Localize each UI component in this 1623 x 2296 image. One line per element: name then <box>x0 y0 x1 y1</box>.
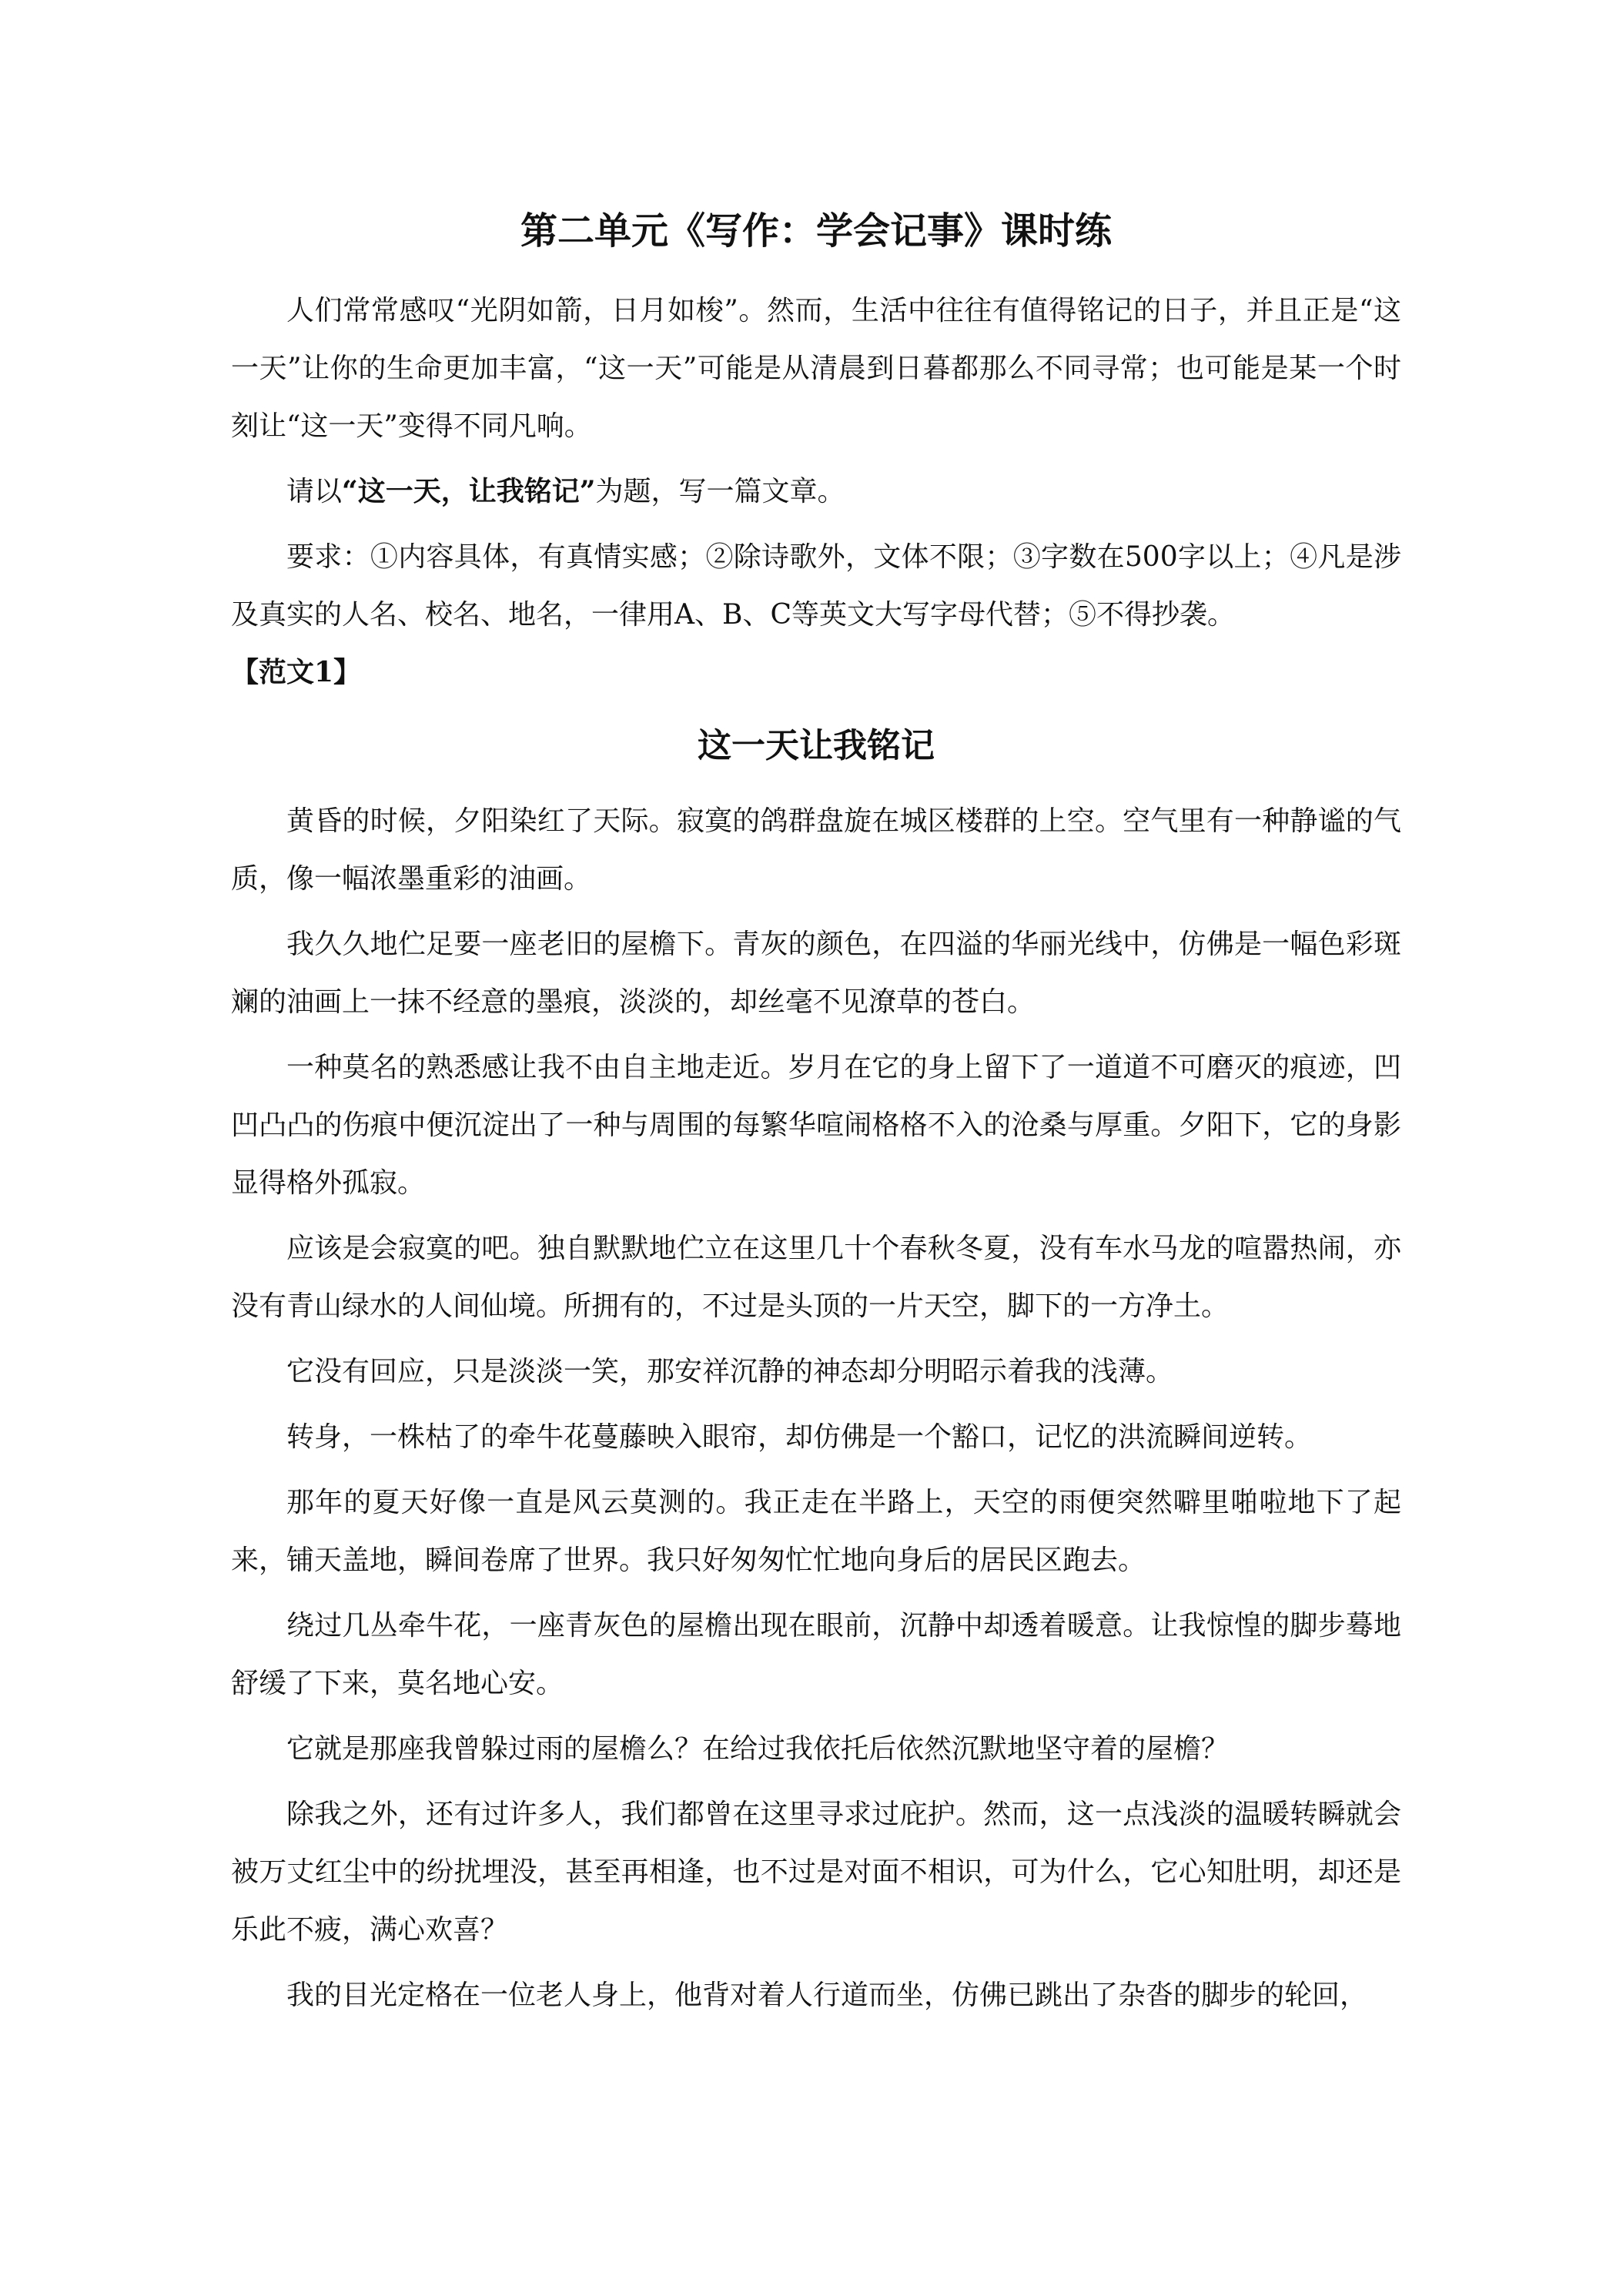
essay-paragraph: 除我之外，还有过许多人，我们都曾在这里寻求过庇护。然而，这一点浅淡的温暖转瞬就会被万丈红尘中的纷扰埋没，甚至再相逢，也不过是对面不相识，可为什么，它心知肚明，却还是乐此不疲，满心欢喜？ <box>231 1799 1401 1946</box>
essay-paragraph: 绕过几丛牵牛花，一座青灰色的屋檐出现在眼前，沉静中却透着暖意。让我惊惶的脚步蓦地舒缓了下来，莫名地心安。 <box>231 1610 1401 1699</box>
prompt-after: 为题，写一篇文章。 <box>595 476 845 507</box>
essay-paragraph: 一种莫名的熟悉感让我不由自主地走近。岁月在它的身上留下了一道道不可磨灭的痕迹，凹凹凸凸的伤痕中便沉淀出了一种与周围的每繁华喧闹格格不入的沧桑与厚重。夕阳下，它的身影显得格外孤寂。 <box>231 1052 1401 1199</box>
prompt-topic: “这一天，让我铭记” <box>342 475 596 507</box>
document-page <box>231 208 1401 2024</box>
intro-paragraph: 人们常常感叹“光阴如箭，日月如梭”。然而，生活中往往有值得铭记的日子，并且正是“这一天”让你的生命更加丰富，“这一天”可能是从清晨到日暮都那么不同寻常；也可能是某一个时刻让“这一天”变得不同凡响。 <box>231 295 1401 442</box>
prompt-paragraph <box>231 463 1401 520</box>
prompt-before: 请以 <box>286 476 343 507</box>
essay-paragraph: 黄昏的时候，夕阳染红了天际。寂寞的鸽群盘旋在城区楼群的上空。空气里有一种静谧的气质，像一幅浓墨重彩的油画。 <box>231 805 1401 895</box>
page-title: 第二单元《写作：学会记事》课时练 <box>520 209 1112 253</box>
essay-paragraph: 那年的夏天好像一直是风云莫测的。我正走在半路上，天空的雨便突然噼里啪啦地下了起来，铺天盖地，瞬间卷席了世界。我只好匆匆忙忙地向身后的居民区跑去。 <box>231 1487 1401 1576</box>
essay-paragraph: 应该是会寂寞的吧。独自默默地伫立在这里几十个春秋冬夏，没有车水马龙的喧嚣热闹，亦没有青山绿水的人间仙境。所拥有的，不过是头顶的一片天空，脚下的一方净土。 <box>231 1233 1401 1322</box>
sample-label: 【范文1】 <box>231 656 362 688</box>
essay-paragraph: 我久久地伫足要一座老旧的屋檐下。青灰的颜色，在四溢的华丽光线中，仿佛是一幅色彩斑斓的油画上一抹不经意的墨痕，淡淡的，却丝毫不见潦草的苍白。 <box>231 929 1401 1018</box>
essay-paragraph: 转身，一株枯了的牵牛花蔓藤映入眼帘，却仿佛是一个豁口，记忆的洪流瞬间逆转。 <box>286 1421 1313 1453</box>
essay-paragraph: 它没有回应，只是淡淡一笑，那安祥沉静的神态却分明昭示着我的浅薄。 <box>286 1356 1174 1387</box>
essay-title: 这一天让我铭记 <box>698 726 935 765</box>
requirements-paragraph: 要求：①内容具体，有真情实感；②除诗歌外，文体不限；③字数在500字以上；④凡是涉及真实的人名、校名、地名，一律用A、B、C等英文大写字母代替；⑤不得抄袭。 <box>231 541 1401 631</box>
essay-paragraph: 它就是那座我曾躲过雨的屋檐么？在给过我依托后依然沉默地坚守着的屋檐？ <box>286 1733 1230 1765</box>
essay-paragraph: 我的目光定格在一位老人身上，他背对着人行道而坐，仿佛已跳出了杂沓的脚步的轮回， <box>286 1980 1368 2011</box>
